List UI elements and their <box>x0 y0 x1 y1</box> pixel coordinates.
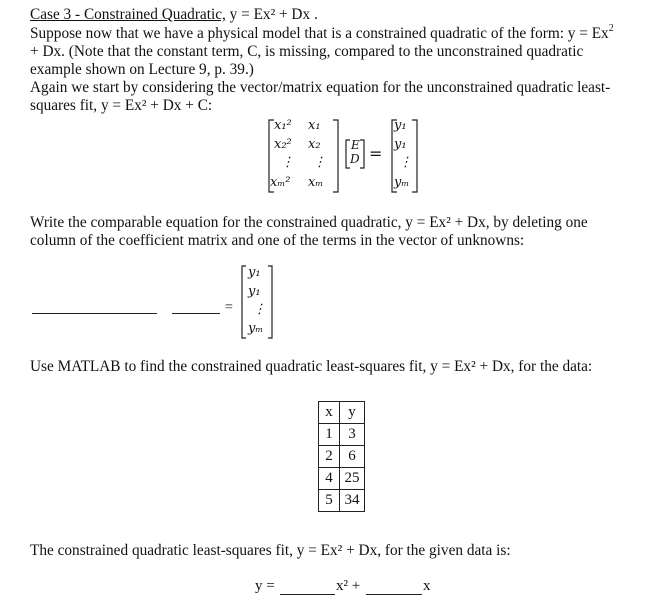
case-title: Case 3 - Constrained Quadratic, <box>30 6 226 23</box>
table-row <box>319 424 365 446</box>
answer-rhs-left-bracket <box>242 266 246 338</box>
matlab-instruction: Use MATLAB to find the constrained quadratic least-squares fit, y = Ex² + Dx, for the data: <box>30 358 593 375</box>
table-cell-x: 4 <box>319 468 340 490</box>
result-statement: The constrained quadratic least-squares fit, y = Ex² + Dx, for the given data is: <box>30 542 511 559</box>
final-d-blank[interactable] <box>366 594 422 595</box>
table-cell-y: 34 <box>340 490 365 512</box>
intro-line-3: example shown on Lecture 9, p. 39.) <box>30 61 254 78</box>
rhs-ym: yₘ <box>394 175 410 190</box>
matrix-equals: = <box>369 144 383 163</box>
intro-line-1: Suppose now that we have a physical model that is a constrained quadratic of the form: $y = Ex^2$ <box>30 22 614 42</box>
unknowns-vector-blank[interactable] <box>172 313 220 314</box>
unknown-e: E <box>351 138 360 152</box>
answer-equals: = <box>225 300 233 315</box>
matrix-cell-r3c1: ⋮ <box>281 155 294 170</box>
table-row <box>319 490 365 512</box>
intro-line-1-text: Suppose now that we have a physical model that is a constrained quadratic of the form: y = Ex <box>30 25 609 42</box>
answer-rhs-dots: ⋮ <box>253 302 266 317</box>
matrix-cell-r2c1: x₂² <box>274 137 292 152</box>
table-cell-y: 25 <box>340 468 365 490</box>
rhs-dots: ⋮ <box>399 155 412 170</box>
table-header-row <box>319 402 365 424</box>
table-row <box>319 446 365 468</box>
rhs-y1: y₁ <box>394 118 407 133</box>
matrix-cell-r4c1: xₘ² <box>270 175 291 190</box>
table-header-y: y <box>340 402 365 424</box>
answer-rhs-ym: yₘ <box>248 321 264 336</box>
instruction-line-2: column of the coefficient matrix and one of the terms in the vector of unknowns: <box>30 232 525 249</box>
instruction-line-1: Write the comparable equation for the constrained quadratic, y = Ex² + Dx, by deleting one <box>30 214 588 231</box>
answer-rhs-right-bracket <box>268 266 272 338</box>
matrix-cell-r3c2: ⋮ <box>313 155 326 170</box>
coefficient-matrix-blank[interactable] <box>32 313 157 314</box>
case-heading <box>30 6 650 24</box>
unconstrained-line-1: Again we start by considering the vector/matrix equation for the unconstrained quadratic least- <box>30 79 611 96</box>
unknowns-right-bracket <box>360 140 364 168</box>
unconstrained-line-2: squares fit, y = Ex² + Dx + C: <box>30 97 213 114</box>
final-answer-suffix: x <box>423 578 431 594</box>
table-cell-y: 3 <box>340 424 365 446</box>
matrix-cell-r4c2: xₘ <box>308 175 324 190</box>
table-cell-x: 2 <box>319 446 340 468</box>
unknown-d: D <box>350 152 360 166</box>
table-cell-x: 5 <box>319 490 340 512</box>
table-cell-y: 6 <box>340 446 365 468</box>
matrix-right-bracket <box>333 120 338 192</box>
final-answer-prefix: y = <box>255 578 275 594</box>
rhs-y2: y₁ <box>394 137 407 152</box>
case-equation: y = Ex² + Dx . <box>229 6 318 23</box>
matrix-cell-r1c2: x₁ <box>308 118 321 133</box>
data-table <box>318 401 365 512</box>
final-e-blank[interactable] <box>280 594 335 595</box>
rhs-right-bracket <box>412 120 417 192</box>
answer-rhs-y2: y₁ <box>248 284 261 299</box>
matrix-cell-r1c1: x₁² <box>274 118 292 133</box>
matrix-cell-r2c2: x₂ <box>308 137 321 152</box>
final-answer-mid: x² + <box>336 578 361 594</box>
answer-rhs-y1: y₁ <box>248 265 261 280</box>
table-cell-x: 1 <box>319 424 340 446</box>
table-header-x: x <box>319 402 340 424</box>
intro-line-2: + Dx. (Note that the constant term, C, is missing, compared to the unconstrained quadratic <box>30 43 584 60</box>
table-row <box>319 468 365 490</box>
